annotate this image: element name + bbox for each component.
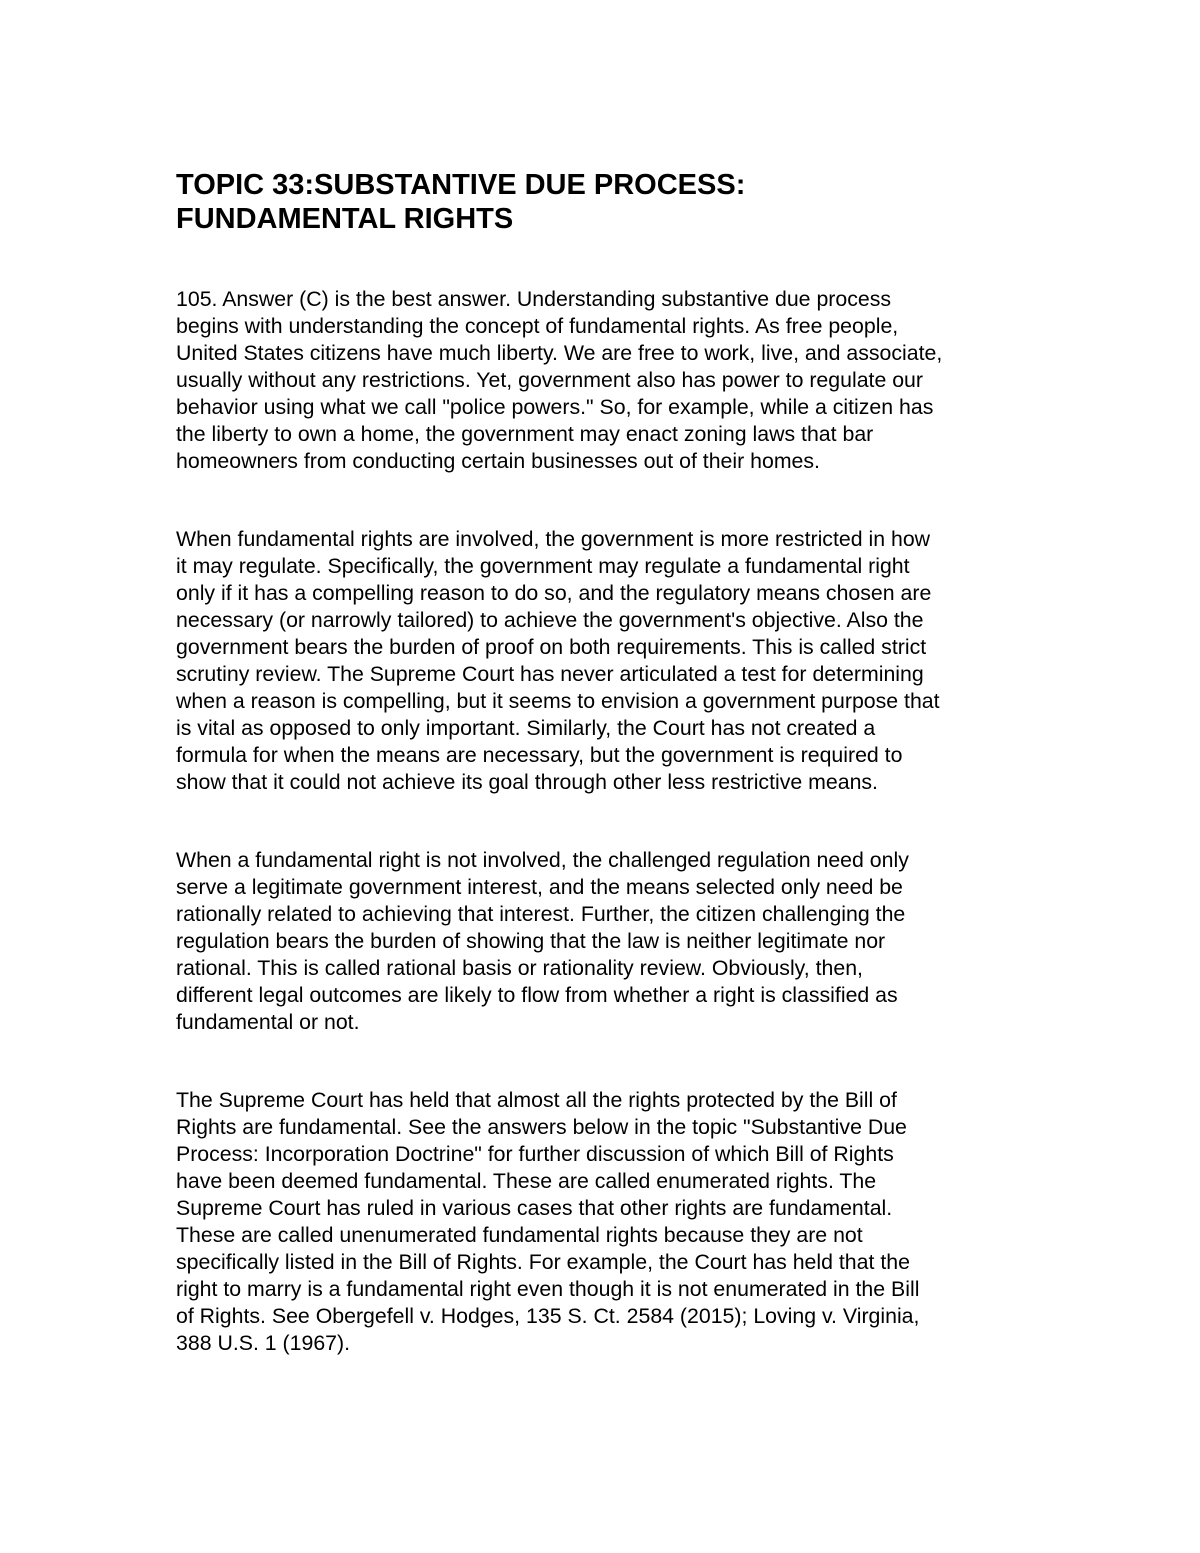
text-line: When fundamental rights are involved, the government is more restricted in how — [176, 527, 931, 551]
text-line: When a fundamental right is not involved, the challenged regulation need only — [176, 848, 909, 872]
text-line: The Supreme Court has held that almost all the rights protected by the Bill of — [176, 1088, 897, 1112]
text-line: 388 U.S. 1 (1967). — [176, 1331, 351, 1355]
text-line: specifically listed in the Bill of Rights. For example, the Court has held that the — [176, 1250, 910, 1274]
text-line: when a reason is compelling, but it seems to envision a government purpose that — [176, 689, 940, 713]
paragraph-enumerated-rights — [176, 1087, 1036, 1357]
text-line: the liberty to own a home, the government may enact zoning laws that bar — [176, 422, 874, 446]
text-line: government bears the burden of proof on both requirements. This is called strict — [176, 635, 927, 659]
document-title-line: FUNDAMENTAL RIGHTS — [176, 203, 514, 235]
text-line: begins with understanding the concept of fundamental rights. As free people, — [176, 314, 899, 338]
text-line: Process: Incorporation Doctrine" for further discussion of which Bill of Rights — [176, 1142, 894, 1166]
text-line: rationally related to achieving that interest. Further, the citizen challenging the — [176, 902, 906, 926]
paragraph-answer-105 — [176, 286, 1036, 475]
text-line: Supreme Court has ruled in various cases that other rights are fundamental. — [176, 1196, 893, 1220]
text-line: right to marry is a fundamental right even though it is not enumerated in the Bill — [176, 1277, 920, 1301]
text-line: homeowners from conducting certain businesses out of their homes. — [176, 449, 820, 473]
text-line: rational. This is called rational basis or rationality review. Obviously, then, — [176, 956, 863, 980]
text-line: show that it could not achieve its goal through other less restrictive means. — [176, 770, 878, 794]
text-line: formula for when the means are necessary, but the government is required to — [176, 743, 903, 767]
text-line: United States citizens have much liberty. We are free to work, live, and associate, — [176, 341, 943, 365]
document-title — [176, 168, 1036, 236]
paragraph-strict-scrutiny — [176, 526, 1036, 796]
text-line: have been deemed fundamental. These are called enumerated rights. The — [176, 1169, 877, 1193]
text-line: it may regulate. Specifically, the government may regulate a fundamental right — [176, 554, 910, 578]
document-page — [176, 168, 1036, 1357]
text-line: behavior using what we call "police powers." So, for example, while a citizen has — [176, 395, 934, 419]
text-line: fundamental or not. — [176, 1010, 360, 1034]
text-line: only if it has a compelling reason to do so, and the regulatory means chosen are — [176, 581, 932, 605]
text-line: of Rights. See Obergefell v. Hodges, 135 S. Ct. 2584 (2015); Loving v. Virginia, — [176, 1304, 920, 1328]
document-title-line: TOPIC 33:SUBSTANTIVE DUE PROCESS: — [176, 169, 746, 201]
paragraph-rational-basis — [176, 847, 1036, 1036]
text-line: usually without any restrictions. Yet, government also has power to regulate our — [176, 368, 923, 392]
text-line: regulation bears the burden of showing that the law is neither legitimate nor — [176, 929, 886, 953]
text-line: scrutiny review. The Supreme Court has never articulated a test for determining — [176, 662, 924, 686]
text-line: 105. Answer (C) is the best answer. Understanding substantive due process — [176, 287, 892, 311]
text-line: is vital as opposed to only important. Similarly, the Court has not created a — [176, 716, 876, 740]
text-line: serve a legitimate government interest, and the means selected only need be — [176, 875, 903, 899]
text-line: different legal outcomes are likely to flow from whether a right is classified as — [176, 983, 898, 1007]
text-line: These are called unenumerated fundamental rights because they are not — [176, 1223, 863, 1247]
text-line: necessary (or narrowly tailored) to achieve the government's objective. Also the — [176, 608, 924, 632]
text-line: Rights are fundamental. See the answers below in the topic "Substantive Due — [176, 1115, 907, 1139]
